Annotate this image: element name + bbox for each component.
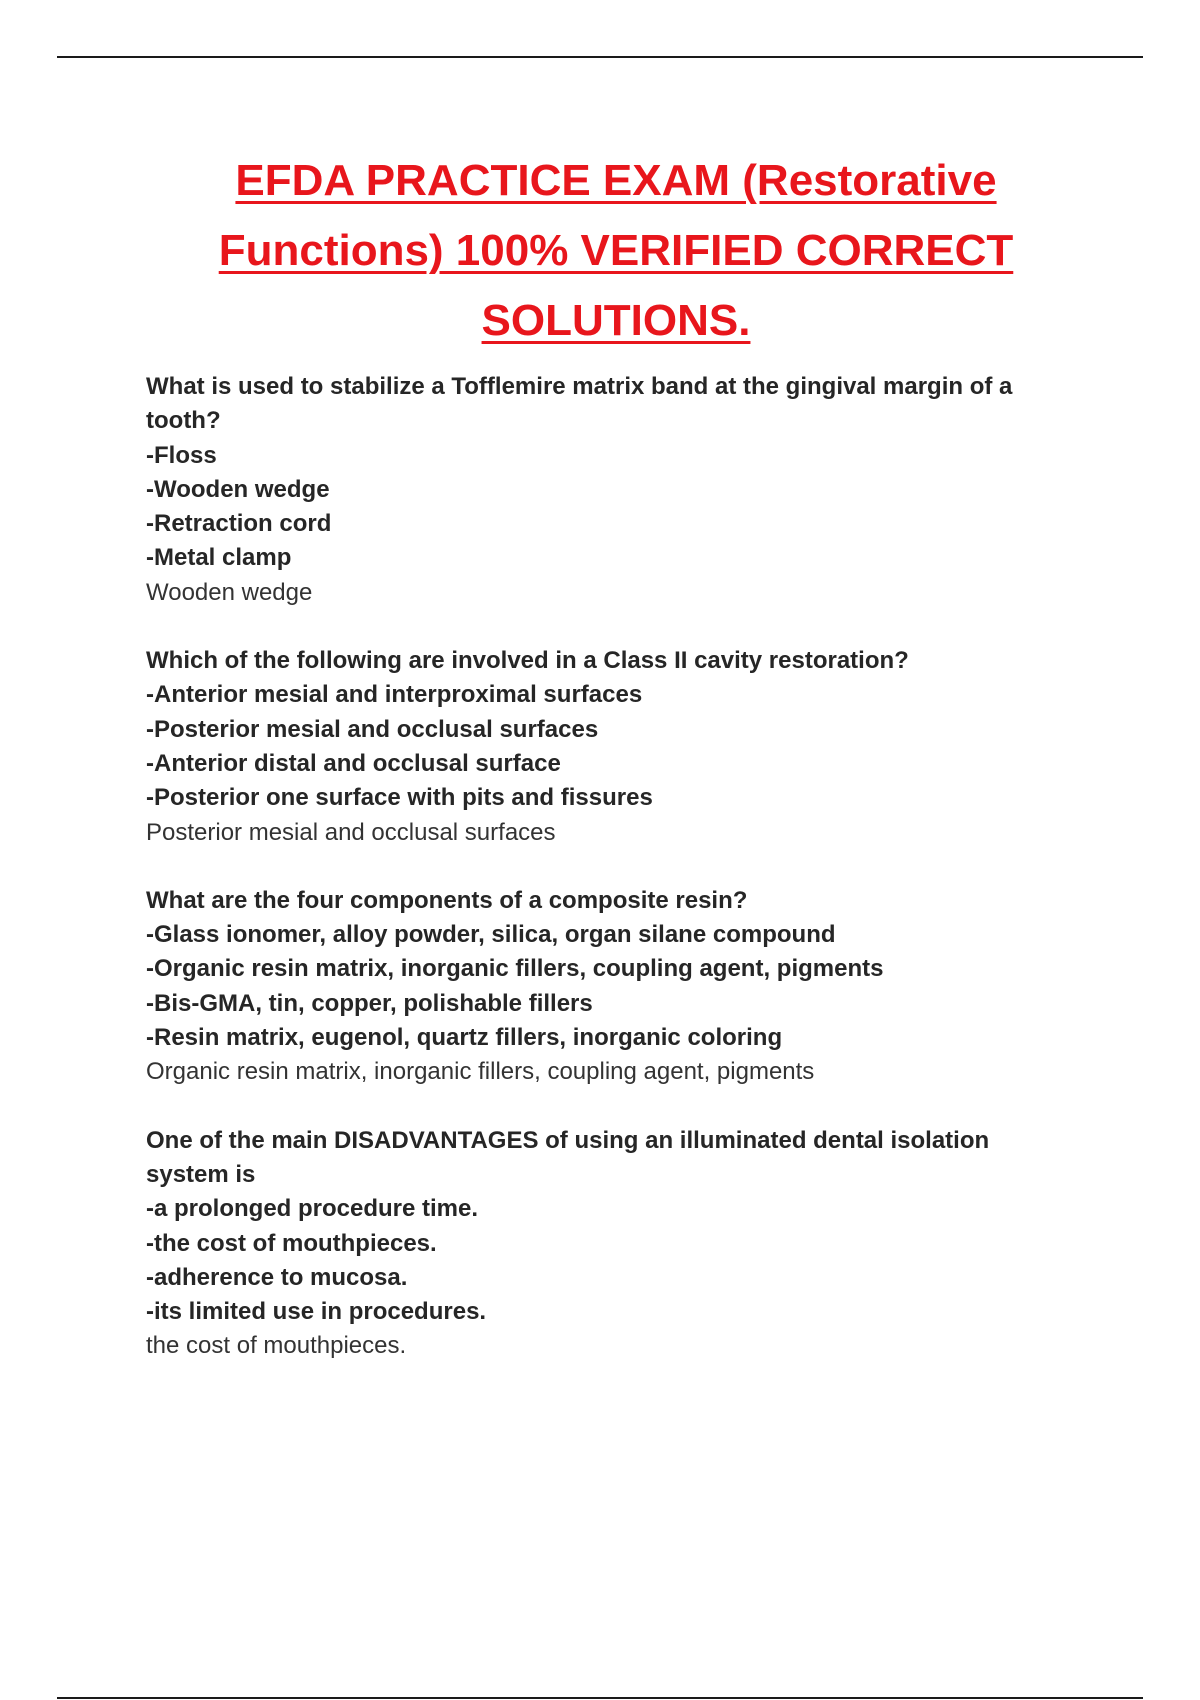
page-title bbox=[140, 146, 1092, 356]
question-text: Which of the following are involved in a Class II cavity restoration? bbox=[146, 647, 909, 675]
correct-answer: Wooden wedge bbox=[146, 578, 313, 606]
question-text: One of the main DISADVANTAGES of using an illuminated dental isolation system is bbox=[146, 1126, 990, 1188]
answer-option: -a prolonged procedure time. bbox=[146, 1195, 479, 1223]
answer-option: -Anterior mesial and interproximal surfaces bbox=[146, 681, 643, 709]
correct-answer: the cost of mouthpieces. bbox=[146, 1332, 407, 1360]
answer-option: -Glass ionomer, alloy powder, silica, organ silane compound bbox=[146, 921, 836, 949]
title-line: EFDA PRACTICE EXAM (Restorative bbox=[235, 156, 997, 205]
question-list bbox=[146, 370, 1066, 1398]
answer-option: -Bis-GMA, tin, copper, polishable fillers bbox=[146, 989, 593, 1017]
question-block bbox=[146, 884, 1066, 1090]
answer-option: -Organic resin matrix, inorganic fillers, coupling agent, pigments bbox=[146, 955, 884, 983]
correct-answer: Posterior mesial and occlusal surfaces bbox=[146, 818, 556, 846]
header-rule bbox=[57, 56, 1143, 58]
answer-option: -Posterior mesial and occlusal surfaces bbox=[146, 715, 599, 743]
answer-option: -its limited use in procedures. bbox=[146, 1298, 487, 1326]
question-block bbox=[146, 370, 1066, 610]
correct-answer: Organic resin matrix, inorganic fillers, coupling agent, pigments bbox=[146, 1058, 815, 1086]
question-block bbox=[146, 1124, 1066, 1364]
title-line: Functions) 100% VERIFIED CORRECT bbox=[218, 226, 1014, 275]
answer-option: -adherence to mucosa. bbox=[146, 1263, 408, 1291]
answer-option: -Retraction cord bbox=[146, 510, 332, 538]
question-block bbox=[146, 644, 1066, 850]
answer-option: -Anterior distal and occlusal surface bbox=[146, 749, 561, 777]
answer-option: -Resin matrix, eugenol, quartz fillers, inorganic coloring bbox=[146, 1024, 783, 1052]
question-text: What is used to stabilize a Tofflemire matrix band at the gingival margin of a tooth? bbox=[146, 373, 1013, 435]
question-text: What are the four components of a composite resin? bbox=[146, 886, 748, 914]
answer-option: -Posterior one surface with pits and fissures bbox=[146, 784, 653, 812]
footer-rule bbox=[57, 1697, 1143, 1699]
answer-option: -Wooden wedge bbox=[146, 475, 330, 503]
answer-option: -Floss bbox=[146, 441, 217, 469]
title-line: SOLUTIONS. bbox=[481, 296, 751, 345]
answer-option: -the cost of mouthpieces. bbox=[146, 1229, 437, 1257]
answer-option: -Metal clamp bbox=[146, 544, 292, 572]
